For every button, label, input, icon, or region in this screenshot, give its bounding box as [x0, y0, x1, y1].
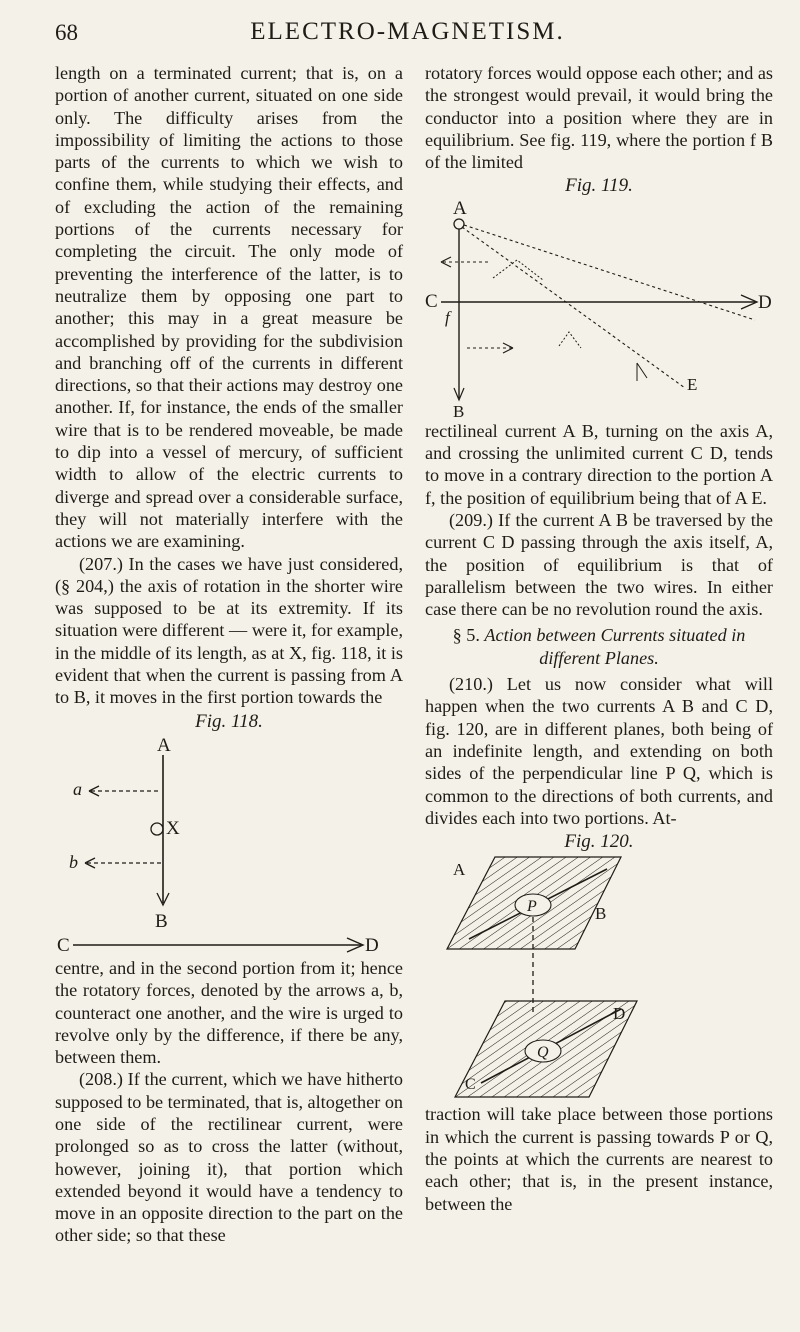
fig-120-diagram — [425, 853, 773, 1103]
fig-118-caption: Fig. 118. — [195, 710, 263, 732]
fig118-label-X: X — [166, 817, 180, 839]
left-paragraph-3: centre, and in the second portion from it; hence the rotatory forces, denoted by the arrows a, b, counteract one another, and the wire is urged to revolve only by the difference, if there be any, between them. — [55, 957, 403, 1068]
fig120-label-D: D — [613, 1004, 626, 1024]
fig-120-caption: Fig. 120. — [564, 831, 634, 853]
fig119-label-A: A — [453, 197, 467, 219]
right-column — [425, 62, 773, 1215]
fig-119-caption: Fig. 119. — [565, 175, 633, 197]
fig118-label-b: b — [69, 851, 78, 872]
right-paragraph-2: rectilineal current A B, turning on the axis A, and crossing the unlimited current C D, tends to move in a contrary direction to the portion A f, the position of equilibrium being that of A E. — [425, 420, 773, 508]
fig119-label-D: D — [758, 291, 772, 313]
fig120-label-P: P — [527, 898, 537, 916]
fig120-label-B: B — [595, 904, 607, 924]
fig120-label-C: C — [465, 1076, 476, 1094]
fig120-label-Q: Q — [537, 1044, 549, 1062]
section-heading — [425, 624, 773, 669]
fig119-label-f: f — [445, 307, 450, 327]
left-paragraph-2: (207.) In the cases we have just considered, (§ 204,) the axis of rotation in the shorter wire was supposed to be at its extremity. If its situation were different — were it, for example, in the middle of its length, as at X, fig. 118, it is evident that when the current is passing from A to B, it moves in the first portion towards the — [55, 553, 403, 708]
left-paragraph-4: (208.) If the current, which we have hitherto supposed to be terminated, that is, altogether on one side of the rectilinear current, were prolonged so as to cross the latter (without, however, joining it), that portion which extended beyond it would have a tendency to move in an opposite direction to the part on the other side; so that these — [55, 1069, 404, 1246]
right-paragraph-4: (210.) Let us now consider what will happen when the two currents A B and C D, fig. 120, are in different planes, both being of an indefinite length, and extending on both sides of the perpendicular line P Q, which is common to the directions of both currents, and divides each into two portions. At- — [425, 674, 773, 828]
page-number: 68 — [55, 20, 78, 45]
fig119-label-E: E — [687, 374, 698, 394]
fig-119-diagram — [425, 198, 773, 420]
fig118-label-A: A — [157, 734, 171, 756]
left-column — [55, 62, 403, 1247]
fig-118-diagram — [55, 733, 403, 933]
page-header — [55, 18, 760, 48]
fig-118-current-cd — [55, 933, 403, 957]
fig119-label-C: C — [425, 290, 438, 312]
fig118-label-a: a — [73, 778, 82, 799]
fig118-label-D: D — [365, 934, 379, 956]
fig120-label-A: A — [453, 860, 466, 880]
section-title: Action between Currents situated in different Planes. — [484, 625, 746, 668]
section-number: § 5. — [452, 625, 480, 646]
fig118-label-B: B — [155, 910, 168, 932]
running-title: ELECTRO-MAGNETISM. — [250, 18, 565, 45]
fig118-label-C: C — [57, 934, 70, 956]
right-paragraph-5: traction will take place between those portions in which the current is passing towards P or Q, the points at which the currents are nearest to each other; that is, in the present instance, between the — [425, 1104, 773, 1214]
right-paragraph-3: (209.) If the current A B be traversed by the current C D passing through the axis itself, A, the position of equilibrium is that of parallelism between the two wires. In either case there can be no revolution round the axis. — [425, 509, 773, 620]
right-paragraph-1: rotatory forces would oppose each other; and as the strongest would prevail, it would bring the conductor into a position where they are in equilibrium. See fig. 119, where the portion f B of the limited — [425, 63, 773, 173]
left-paragraph-1: length on a terminated current; that is, on a portion of another current, situated on one side only. The difficulty arises from the impossibility of limiting the actions to those parts of the currents to which we wish to confine them, while studying their effects, and of excluding the action of the remaining portions of the currents necessary for completing the circuit. The only mode of preventing the interference of the latter, is to neutralize them by opposing one part to another; this may in a great measure be accomplished by providing for the subdivision and branching off of the currents in different directions, so that their actions may destroy one another. If, for instance, the ends of the smaller wire that is to be rendered moveable, be made to dip into a vessel of mercury, of sufficient width to allow of the electric currents to diverge and spread over a considerable surface, they will not materially interfere with the actions we are examining. — [55, 63, 403, 552]
fig119-label-B: B — [453, 401, 465, 420]
